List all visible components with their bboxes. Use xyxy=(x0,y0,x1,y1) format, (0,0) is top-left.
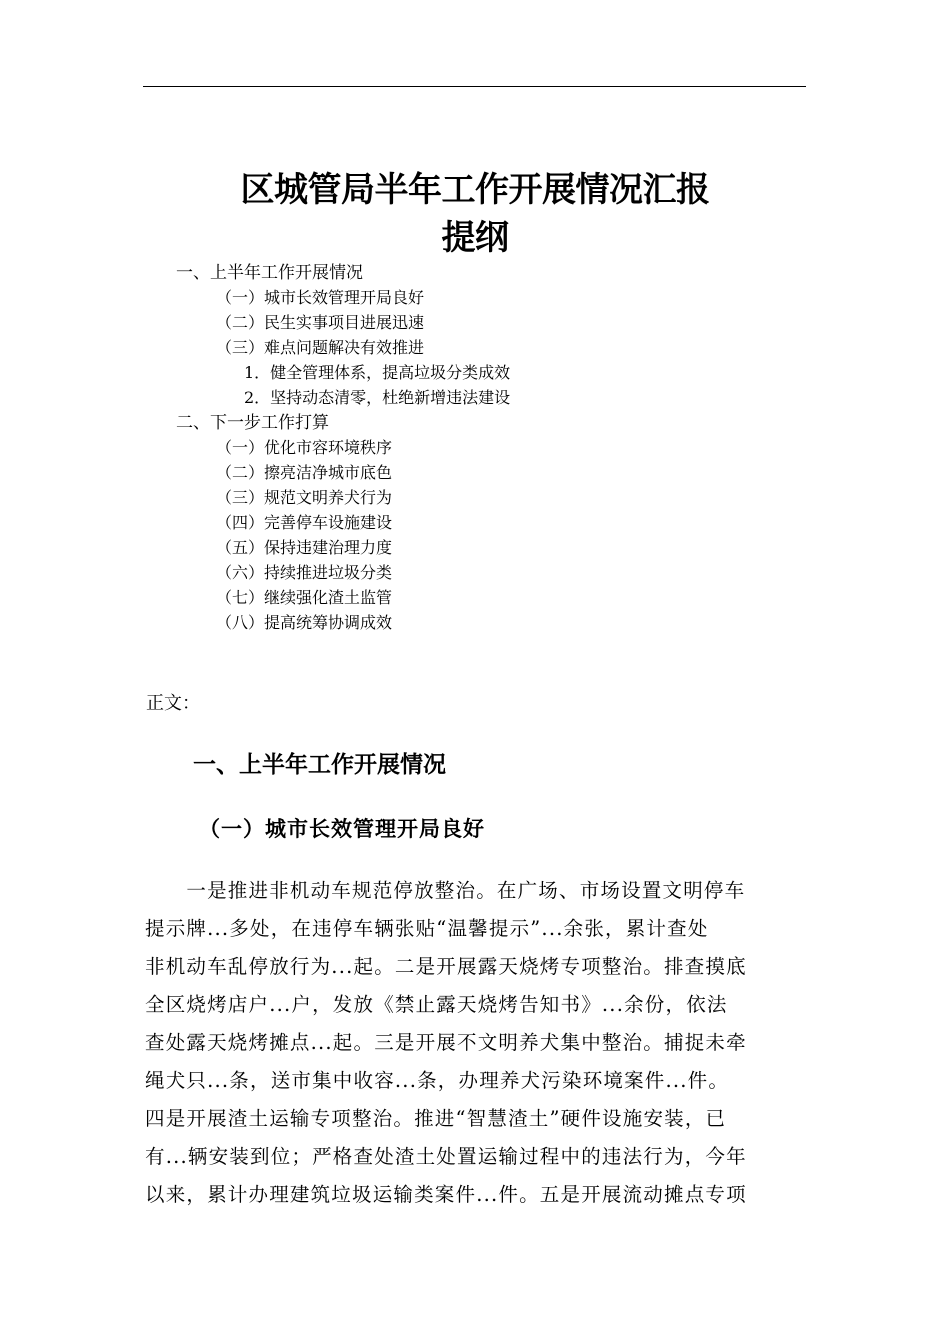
paragraph-line: 一是推进非机动车规范停放整治。在广场、市场设置文明停车 xyxy=(145,879,746,902)
paragraph-line: 提示牌...多处，在违停车辆张贴“温馨提示”...余张，累计查处 xyxy=(145,917,709,940)
outline-item: （二）擦亮洁净城市底色 xyxy=(216,463,393,482)
paragraph-line: 全区烧烤店户...户，发放《禁止露天烧烤告知书》...余份，依法 xyxy=(145,993,728,1016)
outline-item: （六）持续推进垃圾分类 xyxy=(216,563,393,582)
outline-item: 二、下一步工作打算 xyxy=(176,413,329,433)
outline-item: （七）继续强化渣土监管 xyxy=(216,588,393,607)
outline-item: 2．坚持动态清零，杜绝新增违法建设 xyxy=(244,388,511,407)
outline-item: （八）提高统筹协调成效 xyxy=(216,613,393,632)
document-subtitle: 提纲 xyxy=(441,218,509,258)
outline-item: 一、上半年工作开展情况 xyxy=(176,263,363,283)
outline-item: （二）民生实事项目进展迅速 xyxy=(216,313,425,332)
body-paragraph xyxy=(145,872,807,1214)
outline-item: （一）优化市容环境秩序 xyxy=(216,438,393,457)
section-heading: 一、上半年工作开展情况 xyxy=(193,752,446,778)
paragraph-line: 绳犬只...条，送市集中收容...条，办理养犬污染环境案件...件。 xyxy=(145,1069,730,1092)
outline-item: （三）难点问题解决有效推进 xyxy=(216,338,425,357)
outline-item: 1．健全管理体系，提高垃圾分类成效 xyxy=(244,363,511,382)
header-rule xyxy=(143,86,806,87)
subsection-heading: （一）城市长效管理开局良好 xyxy=(199,816,485,841)
outline-item: （四）完善停车设施建设 xyxy=(216,513,393,532)
outline-item: （五）保持违建治理力度 xyxy=(216,538,393,557)
paragraph-line: 四是开展渣土运输专项整治。推进“智慧渣土”硬件设施安装，已 xyxy=(145,1107,727,1130)
body-label: 正文： xyxy=(146,693,200,714)
outline-item: （三）规范文明养犬行为 xyxy=(216,488,393,507)
paragraph-line: 有...辆安装到位；严格查处渣土处置运输过程中的违法行为，今年 xyxy=(145,1145,747,1168)
document-title: 区城管局半年工作开展情况汇报 xyxy=(240,170,710,210)
paragraph-line: 以来，累计办理建筑垃圾运输类案件...件。五是开展流动摊点专项 xyxy=(145,1183,747,1206)
paragraph-line: 查处露天烧烤摊点...起。三是开展不文明养犬集中整治。捕捉未牵 xyxy=(145,1031,747,1054)
paragraph-line: 非机动车乱停放行为...起。二是开展露天烧烤专项整治。排查摸底 xyxy=(145,955,747,978)
outline-item: （一）城市长效管理开局良好 xyxy=(216,288,425,307)
